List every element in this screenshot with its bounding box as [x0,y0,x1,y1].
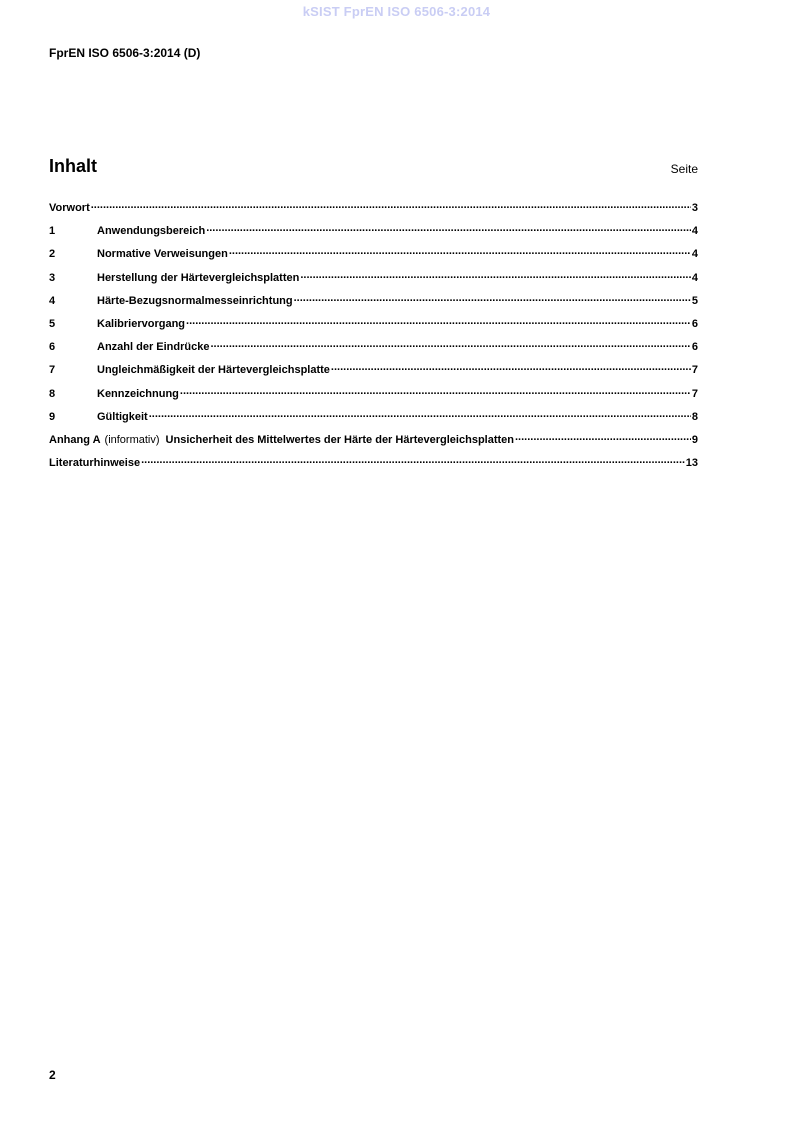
toc-annex-qualifier: (informativ) [104,433,160,446]
toc-entry-text: Kennzeichnung [97,387,179,400]
toc-leader-dots [331,361,691,373]
toc-leader-dots [149,408,691,420]
toc-entry-page: 4 [691,248,698,261]
toc-entry-text: Gültigkeit [97,410,148,423]
toc-entry-vorwort[interactable] [49,199,698,222]
toc-entry-text: Anzahl der Eindrücke [97,341,210,354]
toc-annex-text: Unsicherheit des Mittelwertes der Härte der Härtevergleichsplatten [165,433,514,446]
toc-entry-page: 3 [691,202,698,214]
toc-entry-page: 13 [685,457,698,470]
toc-entry-4[interactable] [49,292,698,315]
toc-entry-page: 7 [691,364,698,377]
toc-entry-text: Literaturhinweise [49,457,141,470]
toc-entry-text: Härte-Bezugsnormalmesseinrichtung [97,294,293,307]
document-identifier: FprEN ISO 6506-3:2014 (D) [49,46,201,60]
toc-entry-annex-a[interactable] [49,431,698,454]
toc-leader-dots [229,245,691,257]
toc-entry-number: 6 [49,341,56,354]
toc-entry-number: 2 [49,248,56,261]
toc-entry-8[interactable] [49,385,698,408]
toc-leader-dots [300,269,691,281]
toc-entry-7[interactable] [49,361,698,384]
toc-entry-number: 4 [49,294,56,307]
toc-leader-dots [141,454,685,466]
table-of-contents [49,199,698,477]
toc-entry-text: Herstellung der Härtevergleichsplatten [97,271,300,284]
toc-entry-number: 1 [49,225,56,238]
toc-entry-text: Anwendungsbereich [97,225,206,238]
toc-entry-6[interactable] [49,338,698,361]
toc-entry-bibliography[interactable] [49,454,698,477]
toc-entry-page: 6 [691,341,698,354]
watermark: kSIST FprEN ISO 6506-3:2014 [302,4,491,19]
toc-page-column-label: Seite [670,162,698,176]
toc-entry-3[interactable] [49,269,698,292]
toc-entry-page: 6 [691,317,698,330]
toc-leader-dots [206,222,691,234]
toc-leader-dots [210,338,690,350]
toc-entry-number: 9 [49,410,56,423]
toc-entry-text: Vorwort [49,202,90,214]
toc-entry-text: Normative Verweisungen [97,248,228,261]
toc-entry-number: 5 [49,317,56,330]
toc-leader-dots [294,292,691,304]
toc-entry-page: 4 [691,225,698,238]
toc-entry-1[interactable] [49,222,698,245]
toc-header [49,156,698,182]
toc-entry-page: 7 [691,387,698,400]
toc-entry-2[interactable] [49,245,698,268]
toc-entry-number: 7 [49,364,56,377]
toc-entry-text: Ungleichmäßigkeit der Härtevergleichsplatte [97,364,330,377]
toc-entry-number: 3 [49,271,56,284]
toc-leader-dots [186,315,691,327]
toc-title: Inhalt [49,156,97,176]
toc-leader-dots [91,199,691,211]
toc-annex-label: Anhang A [49,433,101,446]
toc-entry-5[interactable] [49,315,698,338]
toc-leader-dots [180,385,691,397]
toc-entry-9[interactable] [49,408,698,431]
toc-leader-dots [515,431,691,443]
toc-entry-text: Kalibriervorgang [97,317,186,330]
toc-entry-page: 9 [691,433,698,446]
page-number: 2 [49,1068,56,1082]
toc-entry-page: 5 [691,294,698,307]
toc-entry-number: 8 [49,387,56,400]
toc-entry-page: 8 [691,410,698,423]
toc-entry-page: 4 [691,271,698,284]
